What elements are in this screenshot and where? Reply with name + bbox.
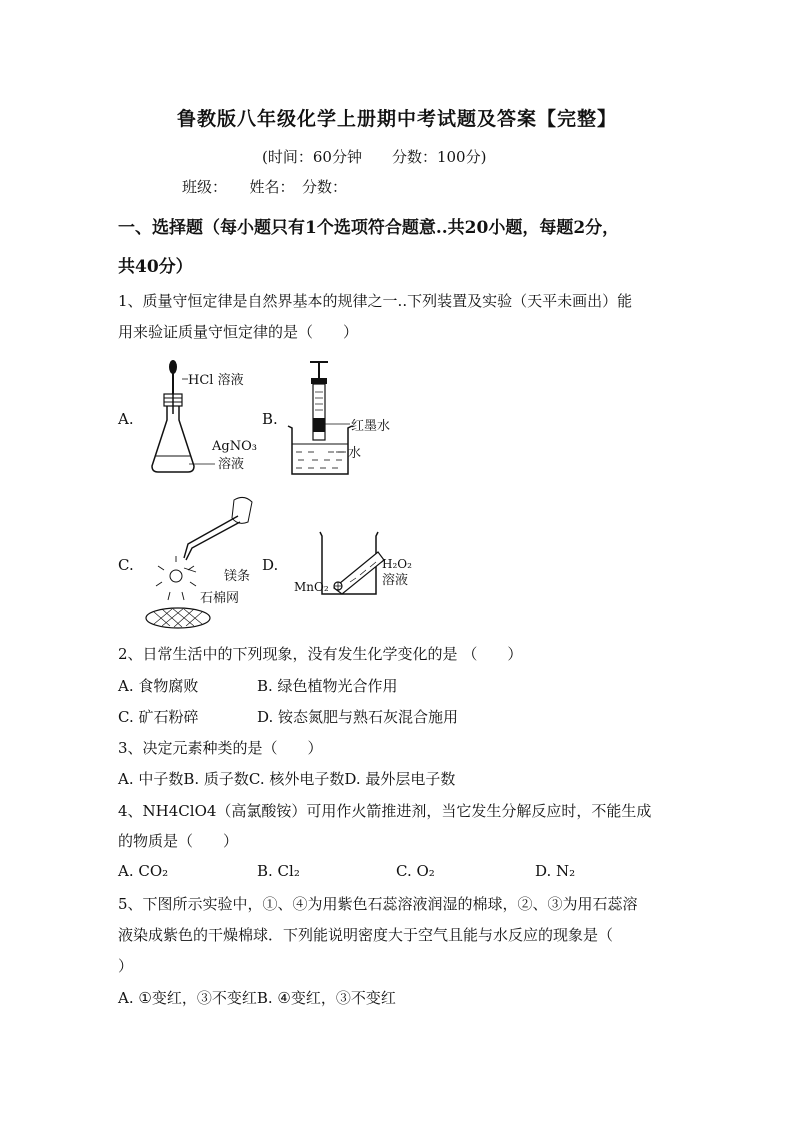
label-h2o2-solution: 溶液	[382, 573, 409, 588]
student-info: 班级： 姓名： 分数：	[182, 178, 348, 196]
label-water: 水	[348, 446, 362, 461]
q4-option-a: A. CO₂	[118, 862, 169, 880]
label-asbestos-net: 石棉网	[200, 591, 240, 606]
q5-stem-line1: 5、下图所示实验中，①、④为用紫色石蕊溶液润湿的棉球，②、③为用石蕊溶	[118, 895, 638, 913]
q1-label-c: C.	[118, 556, 134, 574]
q4-option-c: C. O₂	[396, 862, 435, 880]
page-title: 鲁教版八年级化学上册期中考试题及答案【完整】	[176, 108, 617, 130]
label-agno3: AgNO₃	[212, 439, 257, 454]
red-ink-drop	[313, 418, 325, 432]
q3-stem: 3、决定元素种类的是（ ）	[118, 739, 323, 757]
q2-option-a: A. 食物腐败	[118, 677, 199, 695]
q1-label-a: A.	[118, 410, 134, 428]
q2-option-b: B. 绿色植物光合作用	[257, 677, 398, 695]
figure-c-magnesium	[140, 492, 260, 632]
q5-options: A. ①变红，③不变红B. ④变红，③不变红	[118, 989, 396, 1007]
asbestos-net	[146, 608, 210, 628]
label-h2o2: H₂O₂	[382, 557, 412, 571]
time-info: (时间：60分钟 分数：100分)	[262, 148, 487, 166]
label-agno3-solution: 溶液	[218, 457, 245, 472]
figure-a-flask	[140, 358, 260, 480]
figure-b-syringe-beaker	[284, 358, 414, 480]
q5-stem-line3: ）	[118, 957, 134, 975]
label-red-ink: 红墨水	[351, 419, 391, 434]
section-heading-line1: 一、选择题（每小题只有1个选项符合题意..共20小题，每题2分，	[118, 218, 620, 238]
q2-stem: 2、日常生活中的下列现象，没有发生化学变化的是 （ ）	[118, 645, 523, 663]
q1-stem-line1: 1、质量守恒定律是自然界基本的规律之一..下列装置及实验（天平未画出）能	[118, 292, 633, 310]
q2-option-c: C. 矿石粉碎	[118, 708, 199, 726]
q4-stem-line2: 的物质是（ ）	[118, 832, 239, 850]
q4-option-b: B. Cl₂	[257, 862, 300, 880]
label-hcl: HCl 溶液	[188, 373, 244, 388]
label-magnesium: 镁条	[224, 569, 251, 584]
q5-stem-line2: 液染成紫色的干燥棉球．下列能说明密度大于空气且能与水反应的现象是（	[118, 926, 614, 944]
q4-option-d: D. N₂	[535, 862, 576, 880]
q3-options: A. 中子数B. 质子数C. 核外电子数D. 最外层电子数	[118, 770, 456, 788]
section-heading-line2: 共40分）	[118, 257, 193, 277]
q2-option-d: D. 铵态氮肥与熟石灰混合施用	[257, 708, 459, 726]
q1-stem-line2: 用来验证质量守恒定律的是（ ）	[118, 323, 359, 341]
figure-d-h2o2-beaker	[290, 528, 430, 600]
q1-label-d: D.	[262, 556, 279, 574]
label-mno2: MnO₂	[294, 580, 329, 594]
q4-stem-line1: 4、NH4ClO4（高氯酸铵）可用作火箭推进剂，当它发生分解反应时，不能生成	[118, 802, 652, 820]
dropper-bulb	[169, 360, 177, 374]
q1-label-b: B.	[262, 410, 278, 428]
